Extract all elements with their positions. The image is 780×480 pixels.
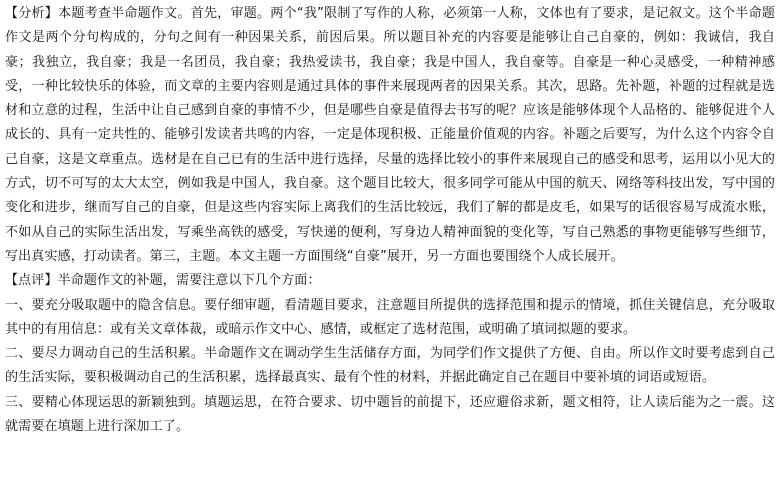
analysis-text: 本题考查半命题作文。首先，审题。两个“我”限制了写作的人称，必须第一人称，文体也有了要求，是记叙文。这个半命题作文是两个分句构成的，分句之间有一种因果关系，前因后果。所以题目补充的内容要是能够让自己自豪的，例如：我诚信，我自豪；我独立，我自豪；我是一名团员，我自豪；我热爱读书，我自豪；我是中国人，我自豪等。自豪是一种心灵感受，一种精神感受，一种比较快乐的体验，而文章的主要内容则是通过具体的事件来展现两者的因果关系。其次，思路。先补题，补题的过程就是选材和立意的过程，生活中让自己感到自豪的事情不少，但是哪些自豪是值得去书写的呢？应该是能够体现个人品格的、能够促进个人成长的、具有一定共性的、能够引发读者共鸣的内容，一定是体现积极、正能量价值观的内容。补题之后要写，为什么这个内容令自己自豪，这是文章重点。选材是在自己已有的生活中进行选择，尽量的选择比较小的事件来展现自己的感受和思考，运用以小见大的方式，切不可写的太大太空，例如我是中国人，我自豪。这个题目比较大，很多同学可能从中国的航天、网络等科技出发，写中国的变化和进步，继而写自己的自豪，但是这些内容实际上离我们的生活比较远，我们了解的都是皮毛，如果写的话很容易写成流水账，不如从自己的实际生活出发，写乘坐高铁的感受，写快递的便利，写身边人精神面貌的变化等，写自己熟悉的事物更能够写些细节，写出真实感，打动读者。第三，主题。本文主题一方面围绕“自豪”展开，另一方面也要围绕个人成长展开。 (5, 6, 775, 264)
comment-point-2: 二、要尽力调动自己的生活积累。半命题作文在调动学生生活储存方面，为同学们作文提供了方便、自由。所以作文时要考虑到自己的生活实际，要积极调动自己的生活积累，选择最真实、最有个性的材料，并据此确定自己在题目中要补填的词语或短语。 (5, 346, 775, 386)
comment-point-3: 三、要精心体现运思的新颖独到。填题运思，在符合要求、切中题旨的前提下，还应避俗求新，题文相符，让人读后能为之一震。这就需要在填题上进行深加工了。 (5, 394, 775, 435)
comment-intro-paragraph (5, 269, 775, 293)
comment-tag: 【点评】 (5, 273, 58, 289)
analysis-paragraph (5, 2, 775, 269)
comment-intro-text: 半命题作文的补题，需要注意以下几个方面： (57, 273, 321, 289)
comment-point-1: 一、要充分吸取题中的隐含信息。要仔细审题，看清题目要求，注意题目所提供的选择范围和提示的情境，抓住关键信息，充分吸取其中的有用信息：或有关文章体裁，或暗示作文中心、感情，或框定了选材范围，或明确了填词拟题的要求。 (5, 297, 775, 337)
analysis-tag: 【分析】 (5, 6, 59, 21)
